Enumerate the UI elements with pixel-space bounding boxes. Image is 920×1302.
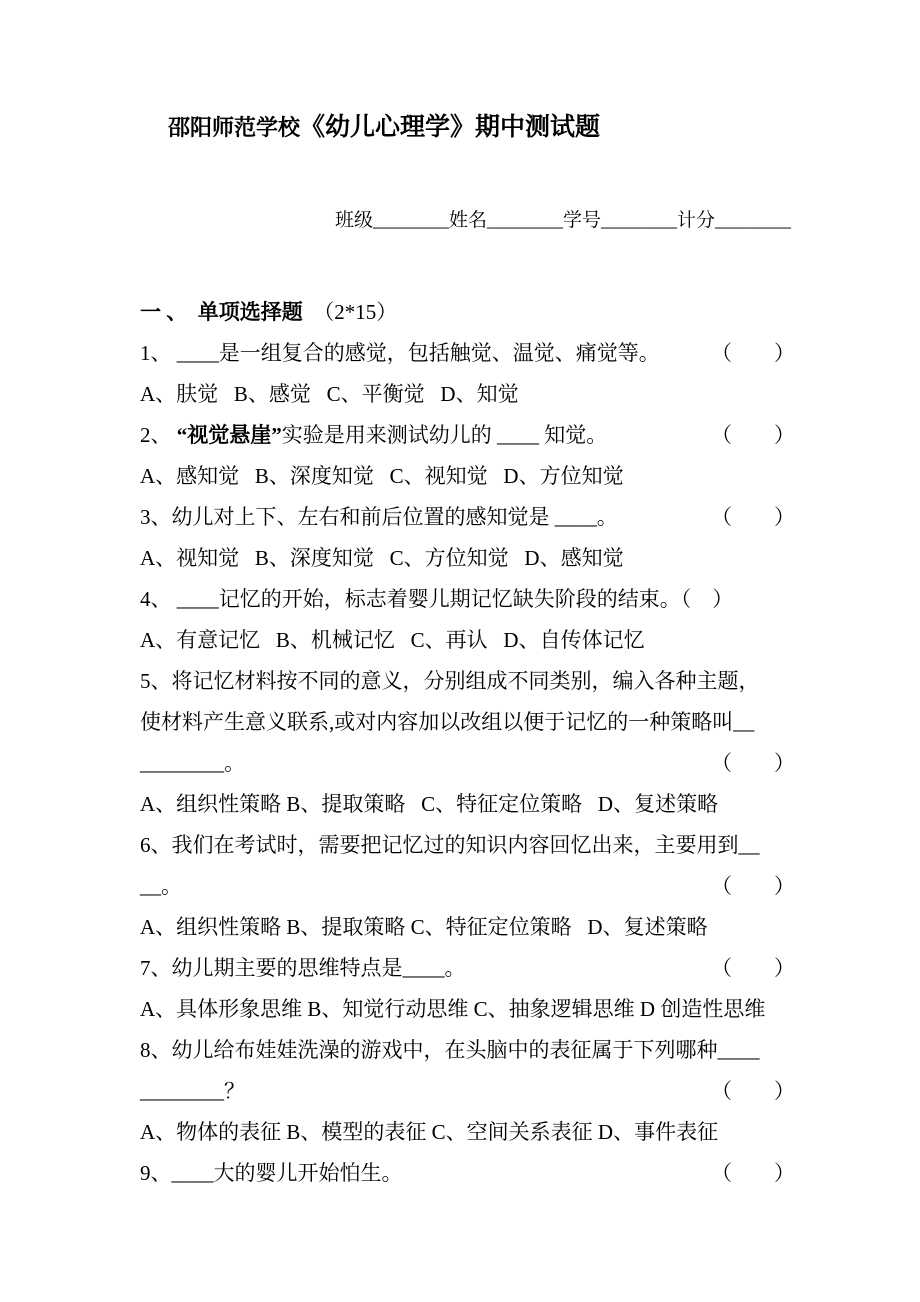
question-text bbox=[140, 415, 607, 456]
answer-bracket: （ ） bbox=[711, 1079, 795, 1103]
question-line bbox=[140, 743, 795, 784]
options-line bbox=[140, 456, 795, 497]
answer-bracket: （ ） bbox=[711, 505, 795, 529]
question-text: 5、将记忆材料按不同的意义，分别组成不同类别，编入各种主题， bbox=[140, 669, 760, 693]
question-text: 4、 ____记忆的开始，标志着婴儿期记忆缺失阶段的结束。（ ） bbox=[140, 587, 734, 611]
question-line bbox=[140, 825, 795, 866]
header-fields-line: 班级________姓名________学号________计分________ bbox=[335, 210, 792, 231]
options-text: A、感知觉 B、深度知觉 C、视知觉 D、方位知觉 bbox=[140, 464, 624, 488]
page-title-subject: 《幼儿心理学》期中测试题 bbox=[300, 114, 601, 141]
question-line bbox=[140, 1030, 795, 1071]
page-title-school: 邵阳师范学校 bbox=[168, 115, 301, 140]
question-text-segment: 实验是用来测试幼儿的 ____ 知觉。 bbox=[281, 423, 608, 447]
question-text: 7、幼儿期主要的思维特点是____。 bbox=[140, 956, 466, 980]
options-text: A、肤觉 B、感觉 C、平衡觉 D、知觉 bbox=[140, 382, 519, 406]
options-line bbox=[140, 1112, 795, 1153]
question-line bbox=[140, 333, 795, 374]
options-text: A、视知觉 B、深度知觉 C、方位知觉 D、感知觉 bbox=[140, 546, 624, 570]
answer-bracket: （ ） bbox=[711, 956, 795, 980]
question-text: 8、幼儿给布娃娃洗澡的游戏中，在头脑中的表征属于下列哪种____ bbox=[140, 1038, 760, 1062]
answer-bracket: （ ） bbox=[711, 1161, 795, 1185]
question-line bbox=[140, 1153, 795, 1194]
options-line bbox=[140, 538, 795, 579]
answer-bracket: （ ） bbox=[711, 751, 795, 775]
options-text: A、有意记忆 B、机械记忆 C、再认 D、自传体记忆 bbox=[140, 628, 645, 652]
section-heading-count: （2*15） bbox=[302, 300, 398, 324]
answer-bracket: （ ） bbox=[711, 423, 795, 447]
page-title bbox=[168, 112, 795, 144]
question-line bbox=[140, 702, 795, 743]
question-line bbox=[140, 948, 795, 989]
question-text: __。 bbox=[140, 874, 182, 898]
answer-bracket: （ ） bbox=[711, 874, 795, 898]
question-list bbox=[140, 333, 795, 1194]
question-line bbox=[140, 1071, 795, 1112]
question-text: 使材料产生意义联系,或对内容加以改组以便于记忆的一种策略叫__ bbox=[140, 710, 755, 734]
section-heading-label: 一 、 单项选择题 bbox=[140, 300, 303, 324]
options-line bbox=[140, 784, 795, 825]
question-line bbox=[140, 579, 795, 620]
question-text-bold-segment: “视觉悬崖” bbox=[176, 423, 282, 447]
options-line bbox=[140, 374, 795, 415]
options-text: A、组织性策略 B、提取策略 C、特征定位策略 D、复述策略 bbox=[140, 792, 719, 816]
question-line bbox=[140, 866, 795, 907]
options-line bbox=[140, 620, 795, 661]
question-text: 1、 ____是一组复合的感觉，包括触觉、温觉、痛觉等。 bbox=[140, 341, 660, 365]
answer-bracket: （ ） bbox=[711, 341, 795, 365]
options-text: A、组织性策略 B、提取策略 C、特征定位策略 D、复述策略 bbox=[140, 915, 708, 939]
question-line bbox=[140, 661, 795, 702]
options-text: A、具体形象思维 B、知觉行动思维 C、抽象逻辑思维 D 创造性思维 bbox=[140, 997, 766, 1021]
question-text: ________。 bbox=[140, 751, 245, 775]
question-text: 6、我们在考试时，需要把记忆过的知识内容回忆出来，主要用到__ bbox=[140, 833, 760, 857]
question-text-segment: 2、 bbox=[140, 423, 177, 447]
question-text: 9、____大的婴儿开始怕生。 bbox=[140, 1161, 403, 1185]
options-line bbox=[140, 907, 795, 948]
section-heading bbox=[140, 292, 795, 333]
question-text: ________？ bbox=[140, 1079, 245, 1103]
question-line bbox=[140, 497, 795, 538]
options-line bbox=[140, 989, 795, 1030]
options-text: A、物体的表征 B、模型的表征 C、空间关系表征 D、事件表征 bbox=[140, 1120, 719, 1144]
question-text: 3、幼儿对上下、左右和前后位置的感知觉是 ____。 bbox=[140, 505, 618, 529]
question-line bbox=[140, 415, 795, 456]
